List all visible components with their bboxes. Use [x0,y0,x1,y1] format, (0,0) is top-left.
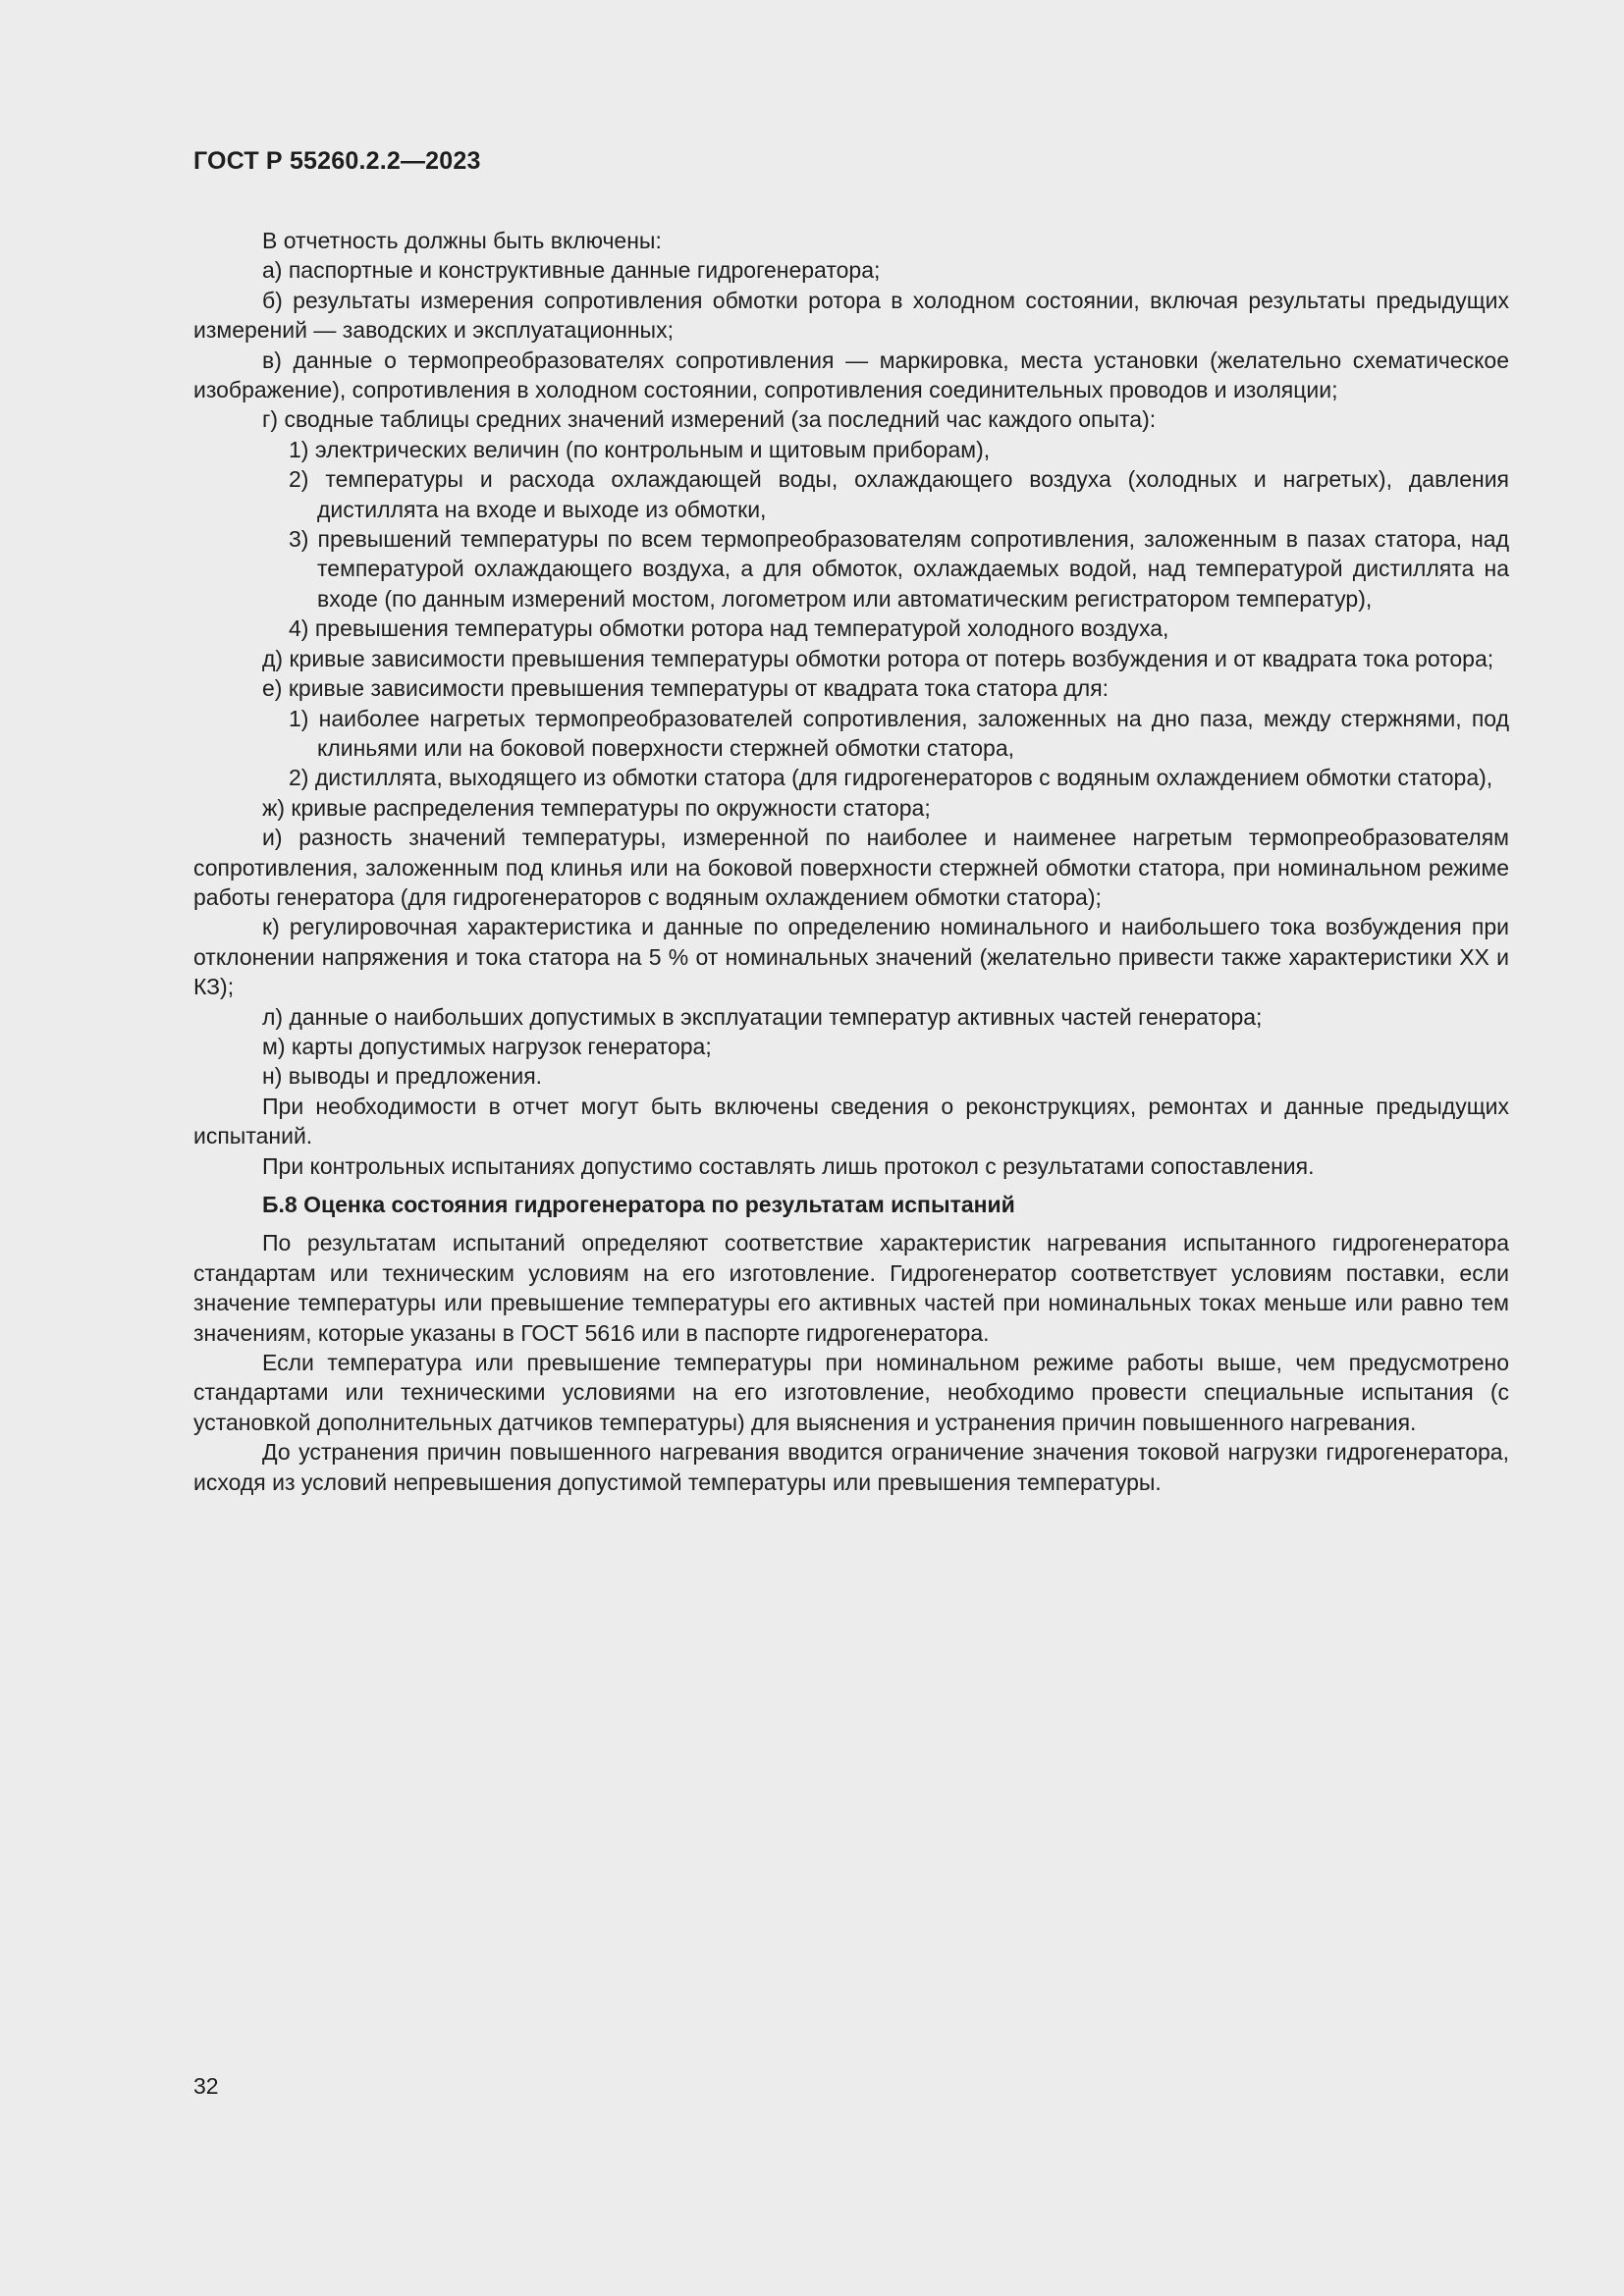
paragraph: д) кривые зависимости превышения температуры обмотки ротора от потерь возбуждения и от квадрата тока ротора; [262,645,1494,671]
paragraph: По результатам испытаний определяют соответствие характеристик нагревания испытанного гидрогенератора стандартам или техническим условиям на его изготовление. Гидрогенератор соответствует условиям поставки, если значение температуры или превышение температуры его активных частей при номинальных токах меньше или равно тем значениям, которые указаны в ГОСТ 5616 или в паспорте гидрогенератора. [193,1230,1509,1346]
paragraph: и) разность значений температуры, измеренной по наиболее и наименее нагретым термопреобразователям сопротивления, заложенным под клинья или на боковой поверхности стержней обмотки статора, при номинальном режиме работы генератора (для гидрогенераторов с водяным охлаждением обмотки статора); [193,825,1509,910]
paragraph: а) паспортные и конструктивные данные гидрогенератора; [262,257,881,284]
paragraph: л) данные о наибольших допустимых в эксплуатации температур активных частей генератора; [262,1003,1263,1030]
paragraph: До устранения причин повышенного нагревания вводится ограничение значения токовой нагрузки гидрогенератора, исходя из условий непревышения допустимой температуры или превышения температуры. [193,1439,1509,1495]
paragraph: м) карты допустимых нагрузок генератора; [262,1033,712,1059]
paragraph: г) сводные таблицы средних значений измерений (за последний час каждого опыта): [262,406,1157,433]
list-subitem: 1) электрических величин (по контрольным и щитовым приборам), [289,436,991,462]
paragraph: н) выводы и предложения. [262,1063,543,1090]
paragraph: При необходимости в отчет могут быть включены сведения о реконструкциях, ремонтах и данные предыдущих испытаний. [193,1093,1509,1149]
paragraph: б) результаты измерения сопротивления обмотки ротора в холодном состоянии, включая результаты предыдущих измерений — заводских и эксплуатационных; [193,287,1509,344]
page-number: 32 [193,2073,219,2099]
paragraph: Если температура или превышение температуры при номинальном режиме работы выше, чем предусмотрено стандартами или техническими условиями на его изготовление, необходимо провести специальные испытания (с установкой дополнительных датчиков температуры) для выяснения и устранения причин повышенного нагревания. [193,1350,1509,1435]
paragraph: в) данные о термопреобразователях сопротивления — маркировка, места установки (желательно схематическое изображение), сопротивления в холодном состоянии, сопротивления соединительных проводов и изоляции; [193,347,1509,403]
section-heading: Б.8 Оценка состояния гидрогенератора по результатам испытаний [262,1192,1015,1217]
list-subitem: 2) дистиллята, выходящего из обмотки статора (для гидрогенераторов с водяным охлаждением обмотки статора), [289,765,1493,791]
document-header: ГОСТ Р 55260.2.2—2023 [193,147,481,175]
document-body [193,226,1509,1497]
paragraph: ж) кривые распределения температуры по окружности статора; [262,794,931,821]
list-subitem: 1) наиболее нагретых термопреобразователей сопротивления, заложенных на дно паза, между стержнями, под клиньями или на боковой поверхности стержней обмотки статора, [289,705,1509,761]
paragraph: В отчетность должны быть включены: [262,228,662,253]
paragraph: При контрольных испытаниях допустимо составлять лишь протокол с результатами сопоставления. [262,1152,1315,1179]
list-subitem: 4) превышения температуры обмотки ротора над температурой холодного воздуха, [289,615,1169,642]
paragraph: е) кривые зависимости превышения температуры от квадрата тока статора для: [262,675,1110,702]
list-subitem: 3) превышений температуры по всем термопреобразователям сопротивления, заложенным в пазах статора, над температурой охлаждающего воздуха, а для обмоток, охлаждаемых водой, над температурой дистиллята на входе (по данным измерений мостом, логометром или автоматическим регистратором температур), [289,526,1509,612]
list-subitem: 2) температуры и расхода охлаждающей воды, охлаждающего воздуха (холодных и нагретых), давления дистиллята на входе и выходе из обмотки, [289,466,1509,522]
paragraph: к) регулировочная характеристика и данные по определению номинального и наибольшего тока возбуждения при отклонении напряжения и тока статора на 5 % от номинальных значений (желательно привести также характеристики ХХ и КЗ); [193,914,1509,1000]
